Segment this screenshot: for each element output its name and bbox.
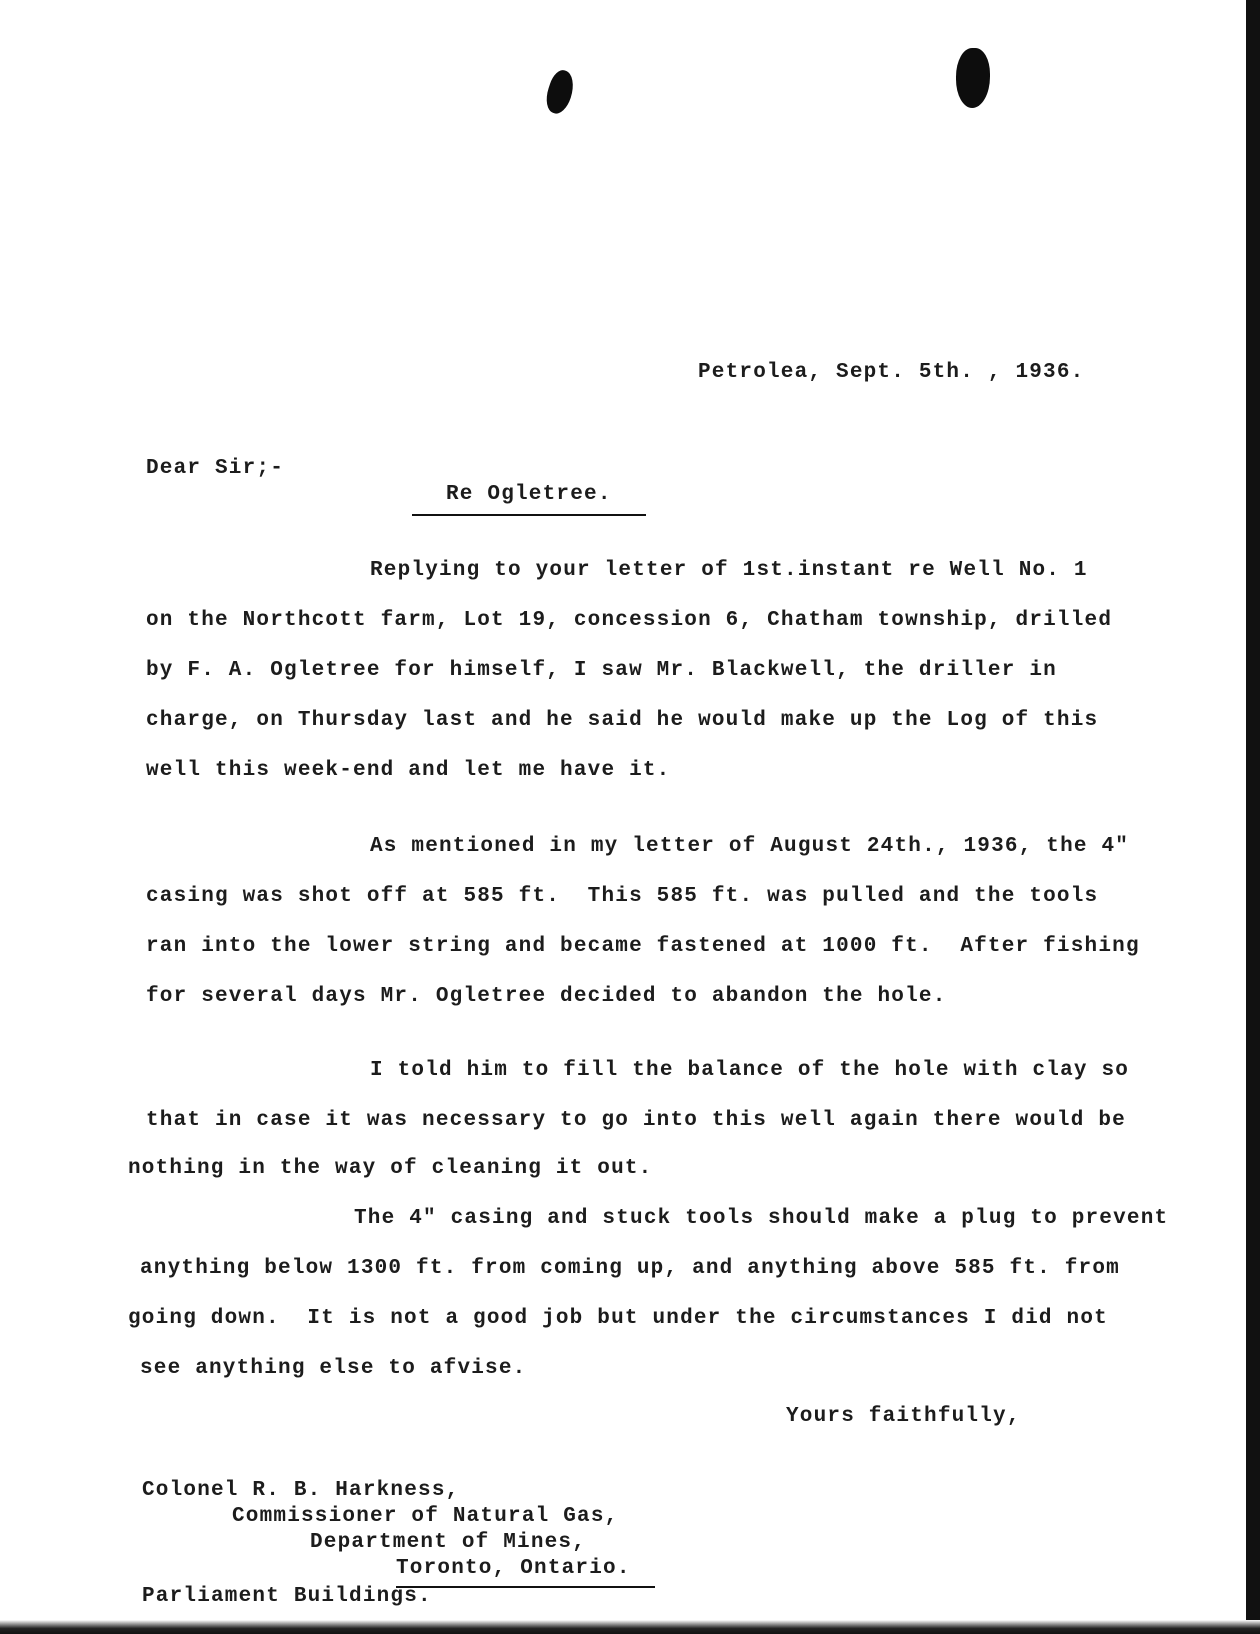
paragraph-2-line-4: for several days Mr. Ogletree decided to abandon the hole.	[146, 985, 947, 1008]
paragraph-2-line-3: ran into the lower string and became fastened at 1000 ft. After fishing	[146, 935, 1140, 958]
punch-hole-right	[956, 48, 990, 108]
paragraph-3-line-1: I told him to fill the balance of the hole with clay so	[370, 1059, 1130, 1082]
paragraph-4-line-2: anything below 1300 ft. from coming up, and anything above 585 ft. from	[140, 1257, 1120, 1280]
paragraph-3-line-3: nothing in the way of cleaning it out.	[128, 1157, 653, 1180]
paragraph-1-line-2: on the Northcott farm, Lot 19, concession 6, Chatham township, drilled	[146, 609, 1113, 632]
paragraph-2-line-2: casing was shot off at 585 ft. This 585 ft. was pulled and the tools	[146, 885, 1099, 908]
addressee-building: Parliament Buildings.	[142, 1585, 432, 1608]
paragraph-3-line-2: that in case it was necessary to go into this well again there would be	[146, 1109, 1126, 1132]
subject-line: Re Ogletree.	[412, 482, 646, 516]
paragraph-1-line-3: by F. A. Ogletree for himself, I saw Mr. Blackwell, the driller in	[146, 659, 1057, 682]
paragraph-4-line-4: see anything else to afvise.	[140, 1357, 527, 1380]
addressee-title: Commissioner of Natural Gas,	[232, 1505, 619, 1528]
paragraph-2-line-1: As mentioned in my letter of August 24th., 1936, the 4"	[370, 835, 1130, 858]
paragraph-1-line-1: Replying to your letter of 1st.instant re Well No. 1	[370, 559, 1088, 582]
paragraph-4-line-1: The 4" casing and stuck tools should make a plug to prevent	[354, 1207, 1169, 1230]
salutation: Dear Sir;-	[146, 457, 285, 480]
addressee-city: Toronto, Ontario.	[396, 1556, 655, 1588]
scan-edge-bottom	[0, 1620, 1260, 1634]
paragraph-4-line-3: going down. It is not a good job but under the circumstances I did not	[128, 1307, 1108, 1330]
paragraph-1-line-4: charge, on Thursday last and he said he would make up the Log of this	[146, 709, 1099, 732]
closing: Yours faithfully,	[786, 1405, 1021, 1428]
addressee-name: Colonel R. B. Harkness,	[142, 1479, 460, 1502]
punch-hole-left	[542, 67, 578, 116]
letter-date: Petrolea, Sept. 5th. , 1936.	[698, 361, 1085, 384]
paragraph-1-line-5: well this week-end and let me have it.	[146, 759, 671, 782]
addressee-department: Department of Mines,	[310, 1531, 587, 1554]
scan-edge-right	[1246, 0, 1260, 1634]
